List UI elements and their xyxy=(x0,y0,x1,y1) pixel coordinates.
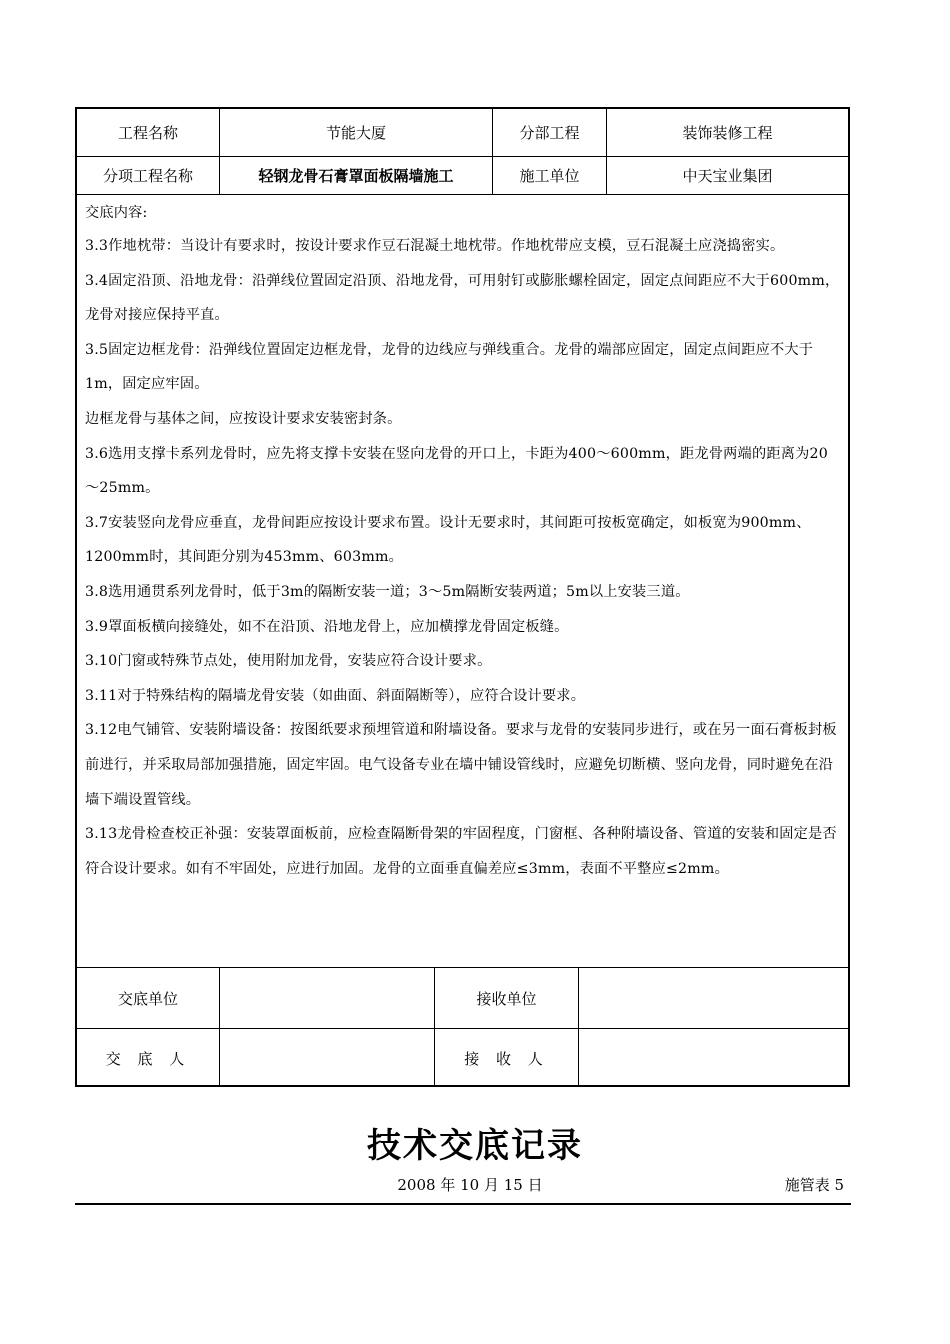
content-paragraph: 边框龙骨与基体之间，应按设计要求安装密封条。 xyxy=(85,410,402,427)
division-value: 装饰装修工程 xyxy=(682,124,773,142)
disclosure-content xyxy=(85,199,842,886)
receiver-person-field[interactable] xyxy=(579,1029,848,1087)
contractor-label: 施工单位 xyxy=(493,157,607,194)
receiver-unit-field[interactable] xyxy=(579,968,848,1028)
content-paragraph: 3.10门窗或特殊节点处，使用附加龙骨，安装应符合设计要求。 xyxy=(85,653,492,670)
signature-row-unit xyxy=(77,967,848,1028)
contractor-value: 中天宝业集团 xyxy=(682,167,773,185)
document-title: 技术交底记录 xyxy=(367,1126,583,1166)
subitem-value: 轻钢龙骨石膏罩面板隔墙施工 xyxy=(220,157,493,194)
content-paragraph: 3.3作地枕带：当设计有要求时，按设计要求作豆石混凝土地枕带。作地枕带应支模，豆石混凝土应浇捣密实。 xyxy=(85,238,785,254)
signature-row-person xyxy=(77,1028,848,1087)
issuer-person-field[interactable] xyxy=(220,1029,435,1087)
receiver-unit-label: 接收单位 xyxy=(435,968,579,1028)
division-label: 分部工程 xyxy=(493,109,607,156)
issuer-unit-field[interactable] xyxy=(220,968,435,1028)
content-paragraph: 3.12电气铺管、安装附墙设备：按图纸要求预埋管道和附墙设备。要求与龙骨的安装同步进行，或在另一面石膏板封板前进行，并采取局部加强措施，固定牢固。电气设备专业在墙中铺设管线时，应避免切断横、竖向龙骨，同时避免在沿墙下端设置管线。 xyxy=(85,722,837,808)
content-paragraph: 3.4固定沿顶、沿地龙骨：沿弹线位置固定沿顶、沿地龙骨，可用射钉或膨胀螺栓固定，固定点间距应不大于600mm，龙骨对接应保持平直。 xyxy=(85,272,840,324)
form-number: 施管表 5 xyxy=(784,1176,844,1194)
content-paragraph: 3.9罩面板横向接缝处，如不在沿顶、沿地龙骨上，应加横撑龙骨固定板缝。 xyxy=(85,618,569,635)
content-paragraph: 3.13龙骨检查校正补强：安装罩面板前，应检查隔断骨架的牢固程度，门窗框、各种附墙设备、管道的安装和固定是否符合设计要求。如有不牢固处，应进行加固。龙骨的立面垂直偏差应≤3mm，表面不平整应≤2mm。 xyxy=(85,826,837,877)
document-date: 2008 年 10 月 15 日 xyxy=(397,1176,543,1194)
content-paragraph: 3.7安装竖向龙骨应垂直，龙骨间距应按设计要求布置。设计无要求时，其间距可按板宽确定，如板宽为900mm、1200mm时，其间距分别为453mm、603mm。 xyxy=(85,514,811,566)
project-name-value: 节能大厦 xyxy=(220,109,493,156)
content-paragraph: 3.5固定边框龙骨：沿弹线位置固定边框龙骨，龙骨的边线应与弹线重合。龙骨的端部应固定，固定点间距应不大于1m，固定应牢固。 xyxy=(85,341,814,393)
receiver-person-label: 接 收 人 xyxy=(435,1029,579,1087)
bottom-rule xyxy=(75,1203,851,1205)
project-name-label: 工程名称 xyxy=(77,109,220,156)
issuer-unit-label: 交底单位 xyxy=(77,968,220,1028)
content-paragraph: 3.6选用支撑卡系列龙骨时，应先将支撑卡安装在竖向龙骨的开口上，卡距为400～600mm，距龙骨两端的距离为20～25mm。 xyxy=(85,445,828,497)
header-row-project xyxy=(77,109,848,157)
content-intro: 交底内容: xyxy=(85,205,148,221)
issuer-person-label: 交 底 人 xyxy=(77,1029,220,1087)
header-row-subitem xyxy=(77,157,848,195)
content-paragraph: 3.11对于特殊结构的隔墙龙骨安装（如曲面、斜面隔断等），应符合设计要求。 xyxy=(85,687,586,704)
subitem-label: 分项工程名称 xyxy=(77,157,220,194)
content-paragraph: 3.8选用通贯系列龙骨时，低于3m的隔断安装一道；3～5m隔断安装两道；5m以上安装三道。 xyxy=(85,583,690,600)
disclosure-form xyxy=(75,107,850,1087)
